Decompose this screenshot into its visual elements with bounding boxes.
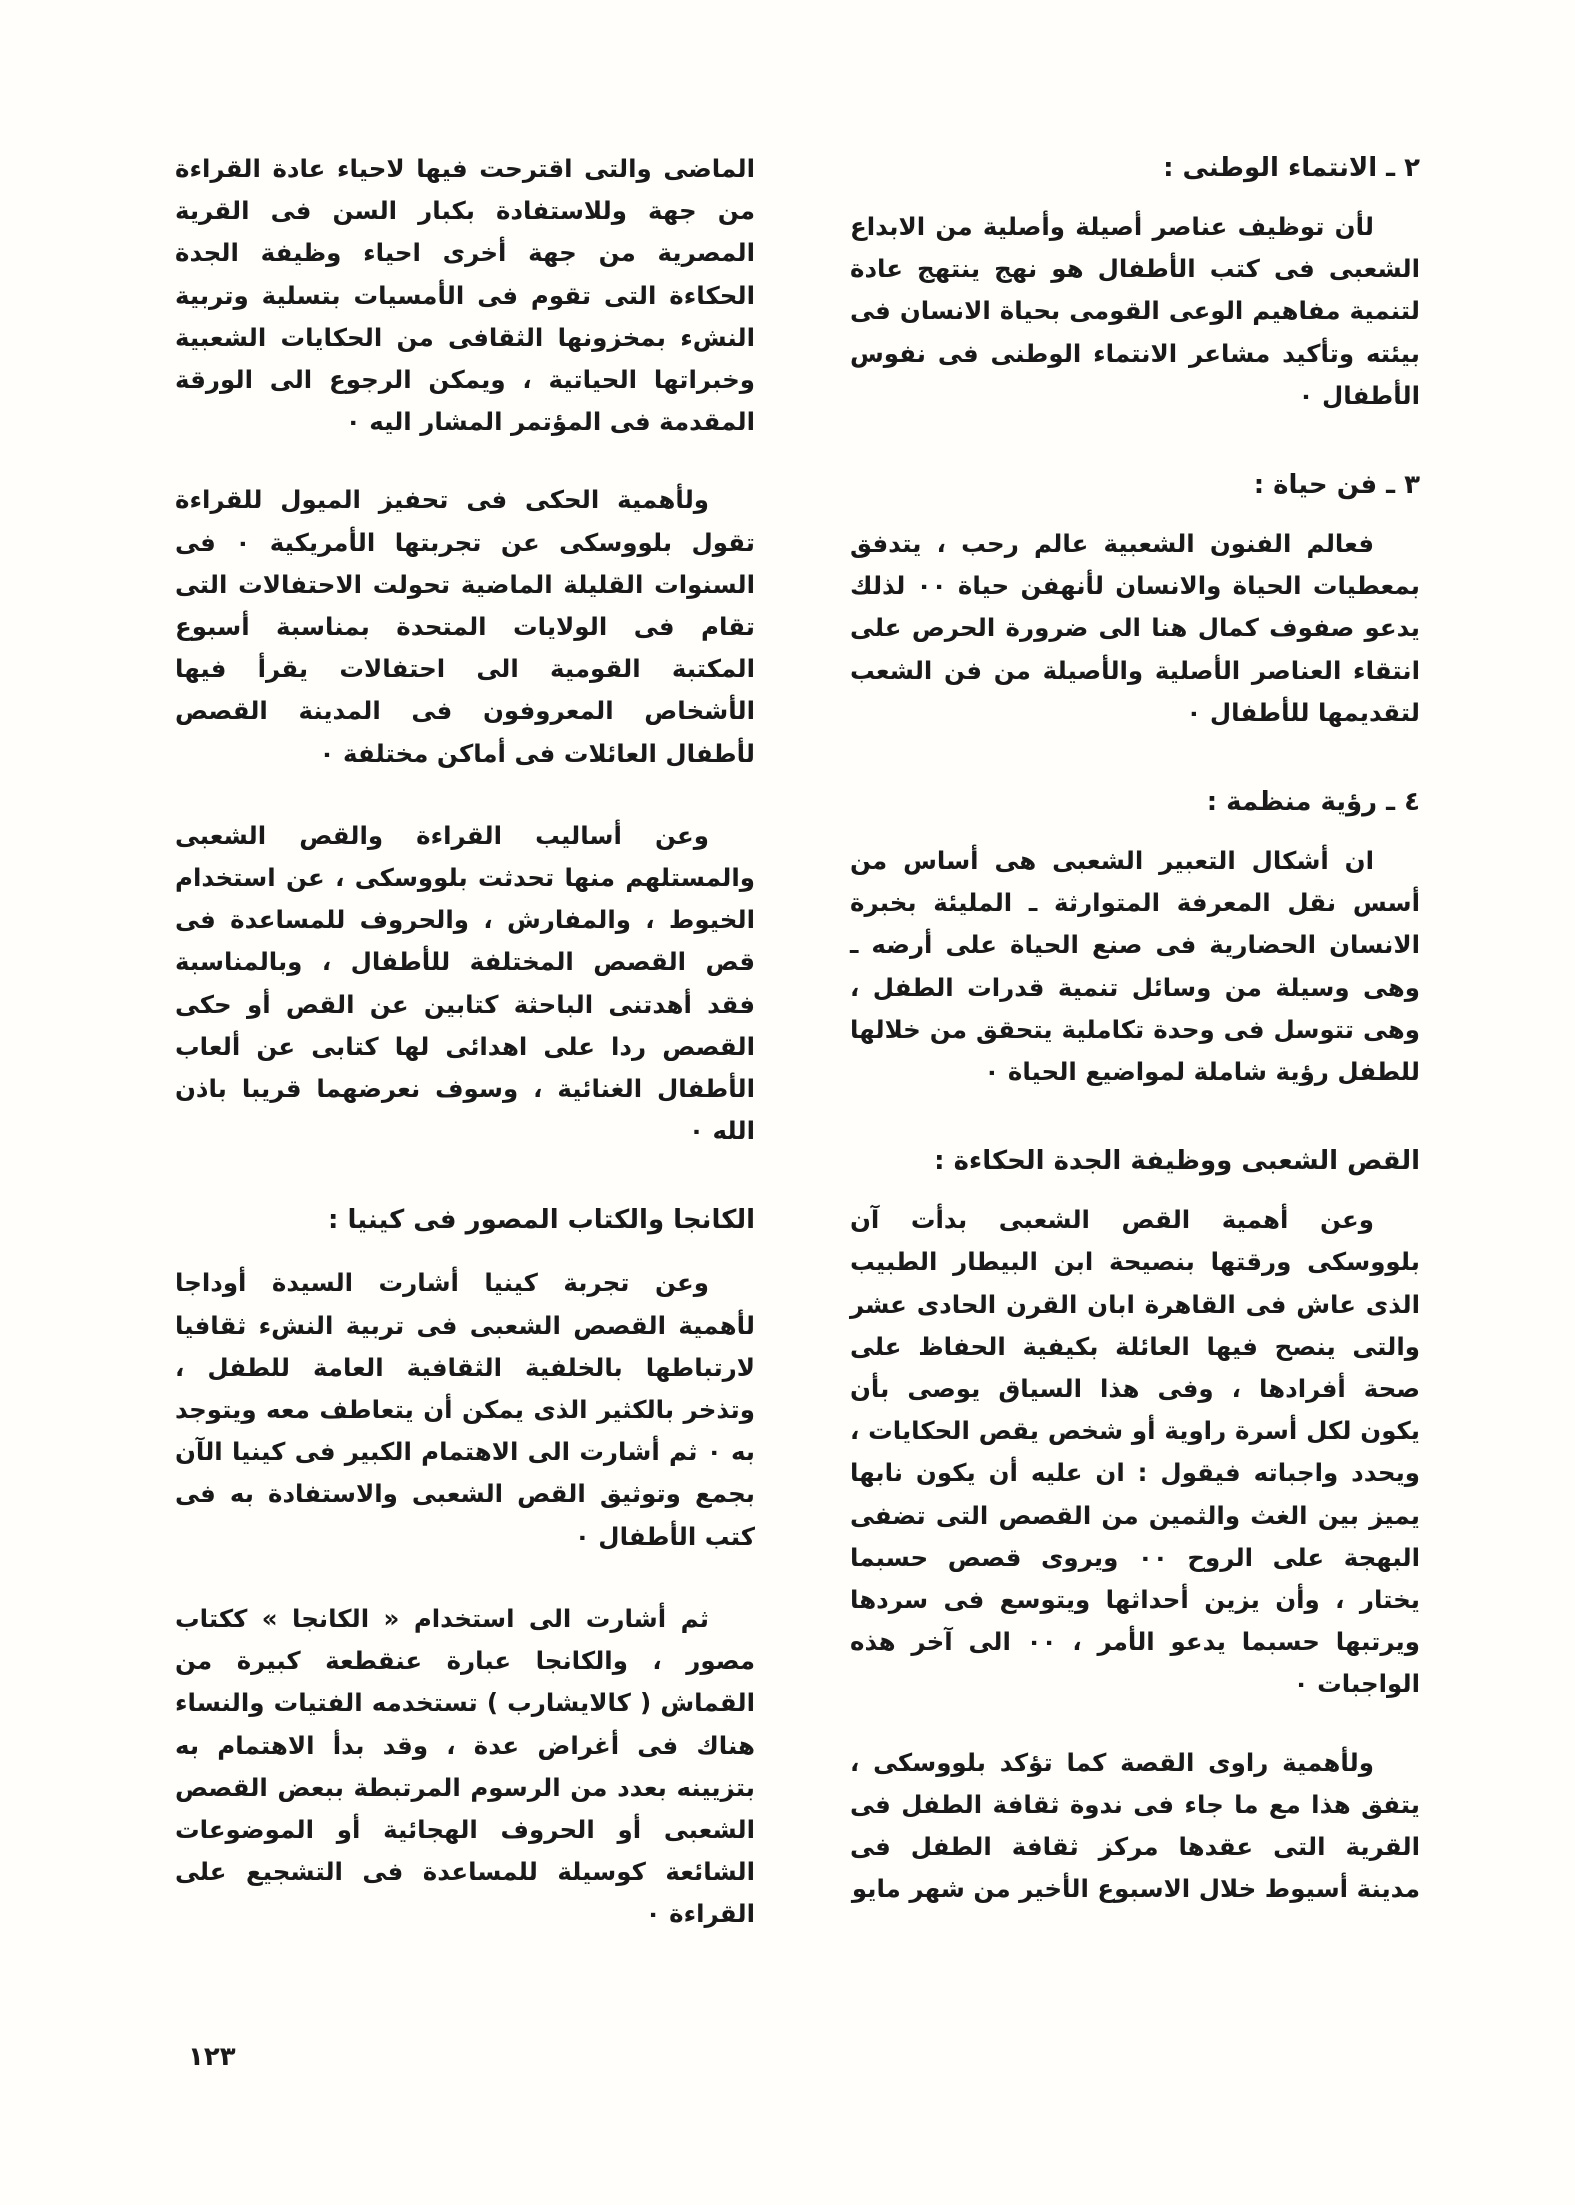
section-heading-national-belonging: ٢ ـ الانتماء الوطنى :	[1163, 153, 1420, 183]
paragraph-folk-storytelling-1: وعن أهمية القص الشعبى بدأت آن بلووسكى ورقتها بنصيحة ابن البيطار الطبيب الذى عاش فى القاهرة ابان القرن الحادى عشر والتى ينصح فيها العائلة بكيفية الحفاظ على صحة أفرادها ، وفى هذا السياق يوصى بأن يكون لكل أسرة راوية أو شخص يقص الحكايات ، ويحدد واجباته فيقول : ان عليه أن يكون نابها يميز بين الغث والثمين من القصص التى تضفى البهجة على الروح ٠٠ ويروى قصص حسبما يختار ، وأن يزين أحداثها ويتوسع فى سردها ويرتبها حسبما يدعو الأمر ، ٠٠ الى آخر هذه الواجبات ٠	[850, 1205, 1420, 1699]
paragraph-organized-vision: ان أشكال التعبير الشعبى هى أساس من أسس نقل المعرفة المتوارثة ـ المليئة بخبرة الانسان الحضارية فى صنع الحياة على أرضه ـ وهى وسيلة من وسائل تنمية قدرات الطفل ، وهى تتوسل فى وحدة تكاملية يتحقق من خلالها للطفل رؤية شاملة لمواضيع الحياة ٠	[850, 846, 1420, 1087]
left-column	[175, 148, 755, 1936]
paragraph-folk-storytelling-2: ولأهمية راوى القصة كما تؤكد بلووسكى ، يتفق هذا مع ما جاء فى ندوة ثقافة الطفل فى القرية التى عقدها مركز ثقافة الطفل فى مدينة أسيوط خلال الاسبوع الأخير من شهر مايو	[850, 1747, 1420, 1904]
paragraph-grandmother-storyteller: الماضى والتى اقترحت فيها لاحياء عادة القراءة من جهة وللاستفادة بكبار السن فى القرية المصرية من جهة أخرى احياء وظيفة الجدة الحكاءة التى تقوم فى الأمسيات بتسلية وتربية النشء بمخزونها الثقافى من الحكايات الشعبية وخبراتها الحياتية ، ويمكن الرجوع الى الورقة المقدمة فى المؤتمر المشار اليه ٠	[175, 154, 755, 437]
right-column	[850, 148, 1420, 1911]
section-heading-organized-vision: ٤ ـ رؤية منظمة :	[1206, 787, 1420, 818]
page-number: ١٢٣	[188, 2042, 236, 2072]
paragraph-kenya-experience: وعن تجربة كينيا أشارت السيدة أوداجا لأهمية القصص الشعبى فى تربية النشء ثقافيا لارتباطها بالخلفية الثقافية العامة للطفل ، وتذخر بالكثير الذى يمكن أن يتعاطف معه ويتوجد به ٠ ثم أشارت الى الاهتمام الكبير فى كينيا الآن بجمع وتوثيق القص الشعبى والاستفادة به فى كتب الأطفال ٠	[175, 1268, 756, 1551]
paragraph-kanga-picture-book: ثم أشارت الى استخدام « الكانجا » ككتاب مصور ، والكانجا عبارة عنقطعة كبيرة من القماش ( كالايشارب ) تستخدمه الفتيات والنساء هناك فى أغراض عدة ، وقد بدأ الاهتمام به بتزيينه بعدد من الرسوم المرتبطة ببعض القصص الشعبى أو الحروف الهجائية أو الموضوعات الشائعة كوسيلة للمساعدة فى التشجيع على القراءة ٠	[175, 1603, 755, 1929]
section-heading-kanga-kenya: الكانجا والكتاب المصور فى كينيا :	[328, 1205, 755, 1236]
paragraph-storytelling-importance: ولأهمية الحكى فى تحفيز الميول للقراءة تقول بلووسكى عن تجربتها الأمريكية ٠ فى السنوات القليلة الماضية تحولت الاحتفالات التى تقام فى الولايات المتحدة بمناسبة أسبوع المكتبة القومية الى احتفالات يقرأ فيها الأشخاص المعروفون فى المدينة القصص لأطفال العائلات فى أماكن مختلفة ٠	[175, 485, 756, 768]
section-heading-art-of-life: ٣ ـ فن حياة :	[1253, 470, 1420, 501]
paragraph-reading-methods: وعن أساليب القراءة والقص الشعبى والمستلهم منها تحدثت بلووسكى ، عن استخدام الخيوط ، والمفارش ، والحروف للمساعدة فى قص القصص المختلفة للأطفال ، وبالمناسبة فقد أهدتنى الباحثة كتابين عن القص أو حكى القصص ردا على اهدائى لها كتابى عن ألعاب الأطفال الغنائية ، وسوف نعرضهما قريبا باذن الله ٠	[175, 820, 755, 1146]
paragraph-national-belonging: لأن توظيف عناصر أصيلة وأصلية من الابداع الشعبى فى كتب الأطفال هو نهج ينتهج عادة لتنمية مفاهيم الوعى القومى بحياة الانسان فى بيئته وتأكيد مشاعر الانتماء الوطنى فى نفوس الأطفال ٠	[850, 212, 1420, 410]
section-heading-folk-storytelling: القص الشعبى ووظيفة الجدة الحكاءة :	[934, 1146, 1420, 1177]
paragraph-art-of-life: فعالم الفنون الشعبية عالم رحب ، يتدفق بمعطيات الحياة والانسان لأنهفن حياة ٠٠ لذلك يدعو صفوف كمال هنا الى ضرورة الحرص على انتقاء العناصر الأصلية والأصيلة من فن الشعب لتقديمها للأطفال ٠	[850, 529, 1420, 727]
